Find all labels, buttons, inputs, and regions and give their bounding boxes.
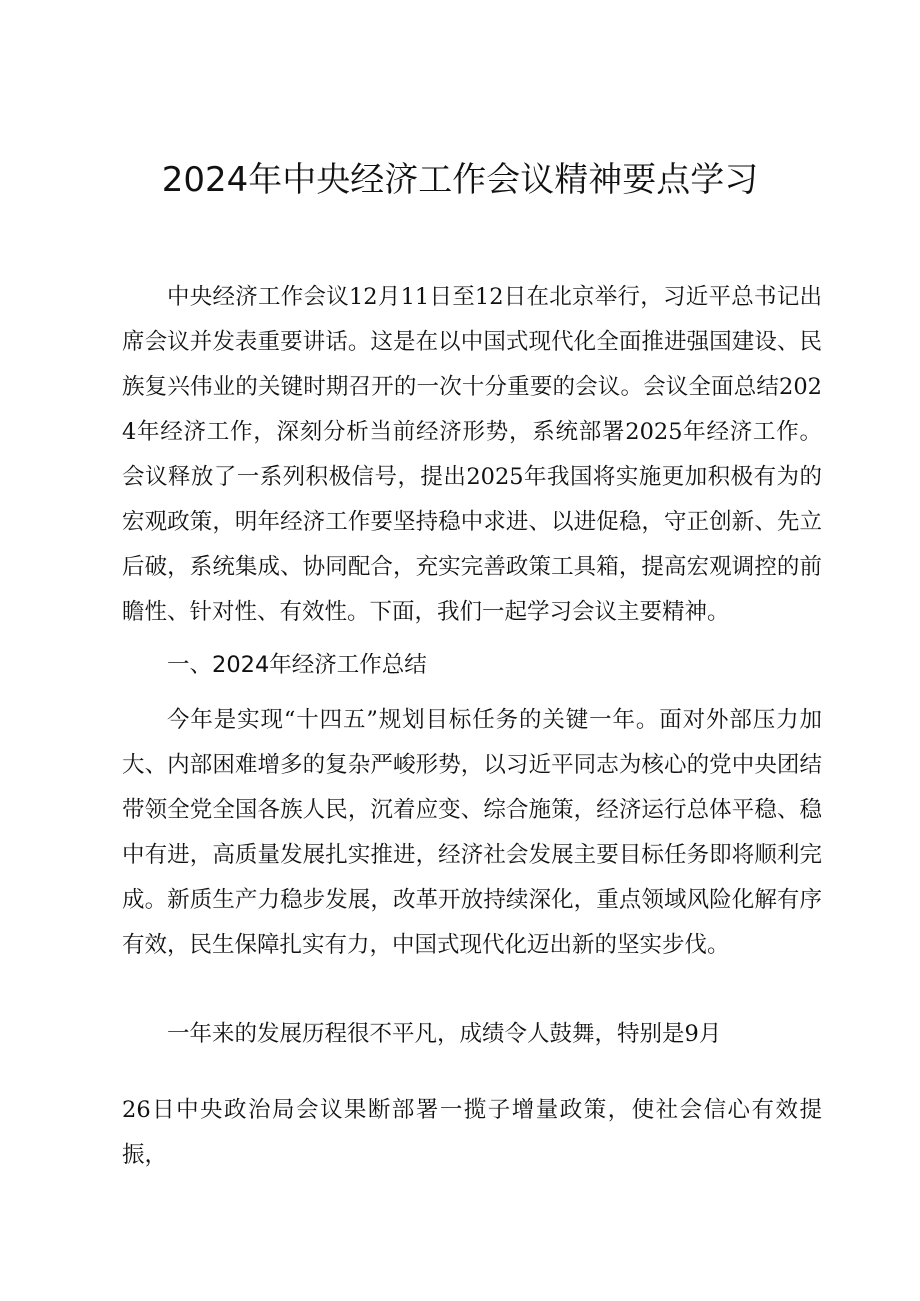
document-title: 2024年中央经济工作会议精神要点学习	[161, 160, 759, 200]
section-paragraph-summary: 今年是实现“十四五”规划目标任务的关键一年。面对外部压力加大、内部困难增多的复杂严峻形势，以习近平同志为核心的党中央团结带领全党全国各族人民，沉着应变、综合施策，经济运行总体平稳、稳中有进，高质量发展扎实推进，经济社会发展主要目标任务即将顺利完成。新质生产力稳步发展，改革开放持续深化，重点领域风险化解有序有效，民生保障扎实有力，中国式现代化迈出新的坚实步伐。	[122, 707, 822, 958]
intro-paragraph: 中央经济工作会议12月11日至12日在北京举行，习近平总书记出席会议并发表重要讲话。这是在以中国式现代化全面推进强国建设、民族复兴伟业的关键时期召开的一次十分重要的会议。会议全面总结2024年经济工作，深刻分析当前经济形势，系统部署2025年经济工作。会议释放了一系列积极信号，提出2025年我国将实施更加积极有为的宏观政策，明年经济工作要坚持稳中求进、以进促稳，守正创新、先立后破，系统集成、协同配合，充实完善政策工具箱，提高宏观调控的前瞻性、针对性、有效性。下面，我们一起学习会议主要精神。	[122, 284, 822, 625]
section-paragraph-development: 一年来的发展历程很不平凡，成绩令人鼓舞，特别是9月	[167, 1021, 722, 1047]
section-heading: 一、2024年经济工作总结	[167, 652, 427, 678]
section-paragraph-continuation: 26日中央政治局会议果断部署一揽子增量政策，使社会信心有效提振，	[122, 1097, 822, 1168]
